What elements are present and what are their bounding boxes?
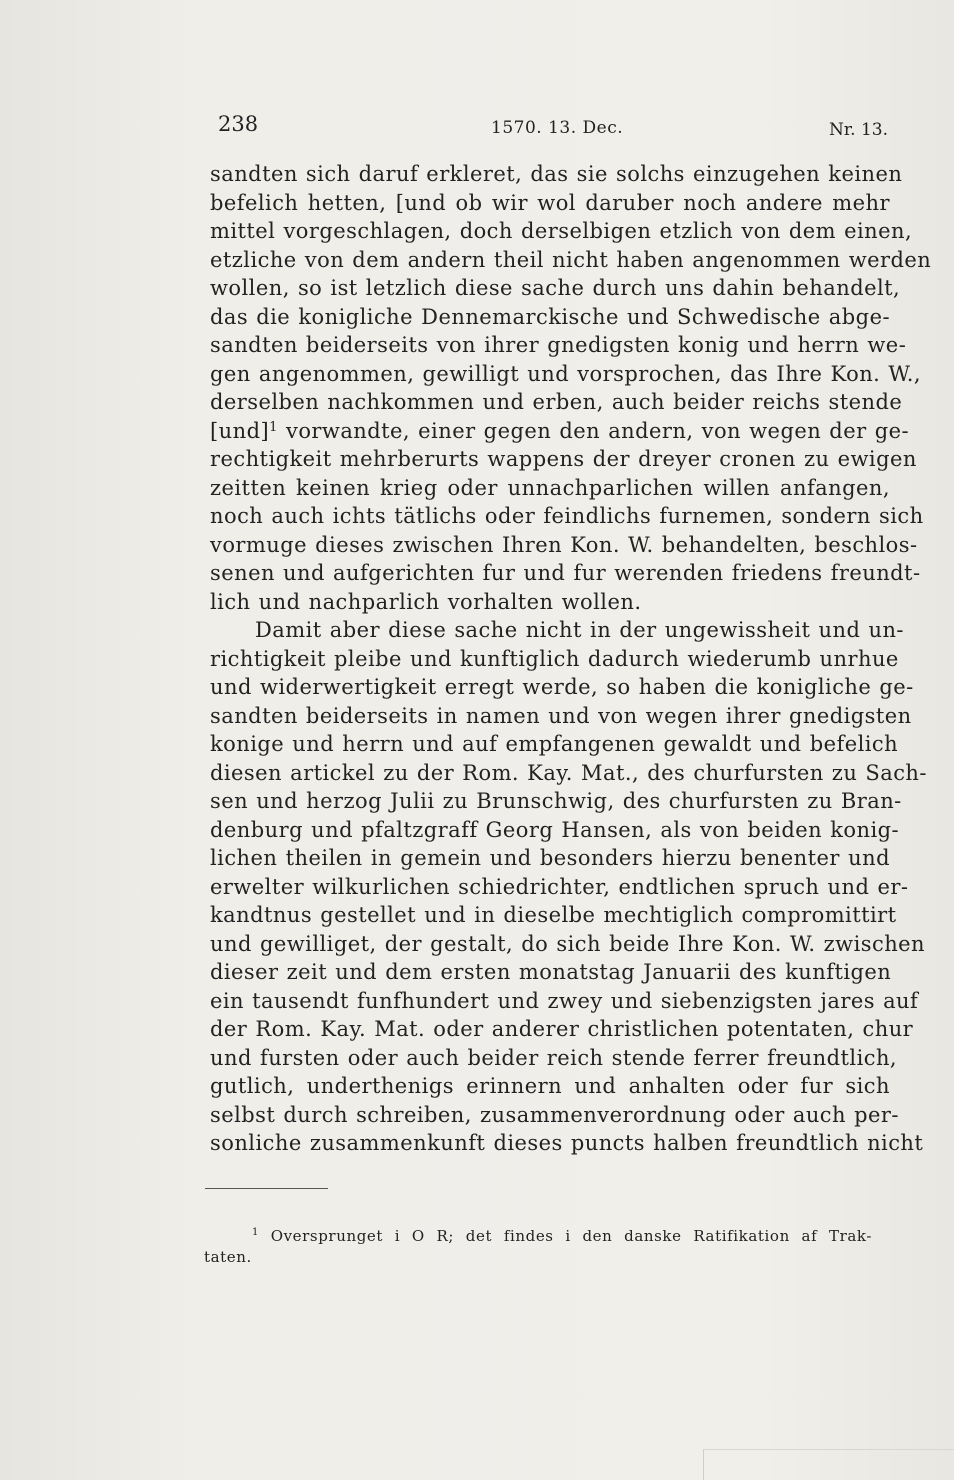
text-line: gutlich, underthenigs erinnern und anhalten oder fur sich [210, 1074, 890, 1098]
text-line: diesen artickel zu der Rom. Kay. Mat., des churfursten zu Sach- [210, 760, 927, 785]
footnote-marker: 1 [252, 1227, 259, 1238]
text-line: und fursten oder auch beider reich stende ferrer freundtlich, [210, 1045, 898, 1070]
text-line: lichen theilen in gemein und besonders hierzu benenter und [210, 846, 890, 870]
text-line: dieser zeit und dem ersten monatstag Januarii des kunftigen [210, 960, 892, 984]
text-line: rechtigkeit mehrberurts wappens der dreyer cronen zu ewigen [210, 447, 917, 471]
text-line: ein tausendt funfhundert und zwey und siebenzigsten jares auf [210, 988, 919, 1013]
text-line: sonliche zusammenkunft dieses puncts halben freundtlich nicht [210, 1131, 924, 1155]
text-line: wollen, so ist letzlich diese sache durch uns dahin behandelt, [210, 276, 901, 300]
text-line: senen und aufgerichten fur und fur werenden friedens freundt- [210, 561, 921, 585]
body-text [210, 160, 932, 1158]
text-line: und widerwertigkeit erregt werde, so haben die konigliche ge- [210, 675, 914, 699]
text-line: Damit aber diese sache nicht in der ungewissheit und un- [255, 618, 904, 642]
text-line: zeitten keinen krieg oder unnachparlichen willen anfangen, [210, 475, 890, 500]
page-number: 238 [218, 112, 259, 136]
page-corner-edge [703, 1449, 954, 1480]
text-line: selbst durch schreiben, zusammenverordnung oder auch per- [210, 1102, 899, 1127]
header-date: 1570. 13. Dec. [491, 118, 624, 138]
text-line: konige und herrn und auf empfangenen gewaldt und befelich [210, 732, 899, 756]
text-line: befelich hetten, [und ob wir wol daruber noch andere mehr [210, 190, 890, 215]
text-line: etzliche von dem andern theil nicht haben angenommen werden [210, 247, 932, 272]
text-line: lich und nachparlich vorhalten wollen. [210, 589, 642, 614]
footnote [204, 1226, 872, 1268]
document-number: Nr. 13. [829, 120, 888, 140]
text-line: sandten sich daruf erkleret, das sie solchs einzugehen keinen [210, 162, 903, 186]
text-line: noch auch ichts tätlichs oder feindlichs furnemen, sondern sich [210, 504, 924, 528]
text-line: gen angenommen, gewilligt und vorsprochen, das Ihre Kon. W., [210, 361, 922, 386]
text-line: und gewilliget, der gestalt, do sich beide Ihre Kon. W. zwischen [210, 931, 926, 956]
text-line: sen und herzog Julii zu Brunschwig, des churfursten zu Bran- [210, 789, 902, 813]
footnote-text: Oversprunget i O R; det findes i den danske Ratifikation af Trak- [270, 1227, 872, 1245]
text-line: erwelter wilkurlichen schiedrichter, endtlichen spruch und er- [210, 874, 909, 899]
text-line: das die konigliche Dennemarckische und Schwedische abge- [210, 304, 890, 329]
text-line: kandtnus gestellet und in dieselbe mechtiglich compromittirt [210, 903, 897, 927]
footnote-line [204, 1226, 872, 1247]
footnote-rule [205, 1188, 328, 1189]
text-line: mittel vorgeschlagen, doch derselbigen etzlich von dem einen, [210, 219, 913, 243]
footnote-line: taten. [204, 1248, 252, 1266]
text-segment: [und] [210, 418, 270, 443]
text-line [210, 417, 910, 446]
text-line: der Rom. Kay. Mat. oder anderer christlichen potentaten, chur [210, 1017, 914, 1041]
text-line: vormuge dieses zwischen Ihren Kon. W. behandelten, beschlos- [210, 532, 918, 557]
text-line: derselben nachkommen und erben, auch beider reichs stende [210, 390, 903, 414]
text-line: sandten beiderseits in namen und von wegen ihrer gnedigsten [210, 703, 912, 728]
text-line: richtigkeit pleibe und kunftiglich dadurch wiederumb unrhue [210, 646, 899, 671]
footnote-reference: 1 [269, 419, 278, 435]
text-segment: vorwandte, einer gegen den andern, von wegen der ge- [277, 418, 910, 443]
running-header [218, 112, 888, 142]
text-line: sandten beiderseits von ihrer gnedigsten konig und herrn we- [210, 333, 907, 357]
text-line: denburg und pfaltzgraff Georg Hansen, als von beiden konig- [210, 817, 900, 842]
